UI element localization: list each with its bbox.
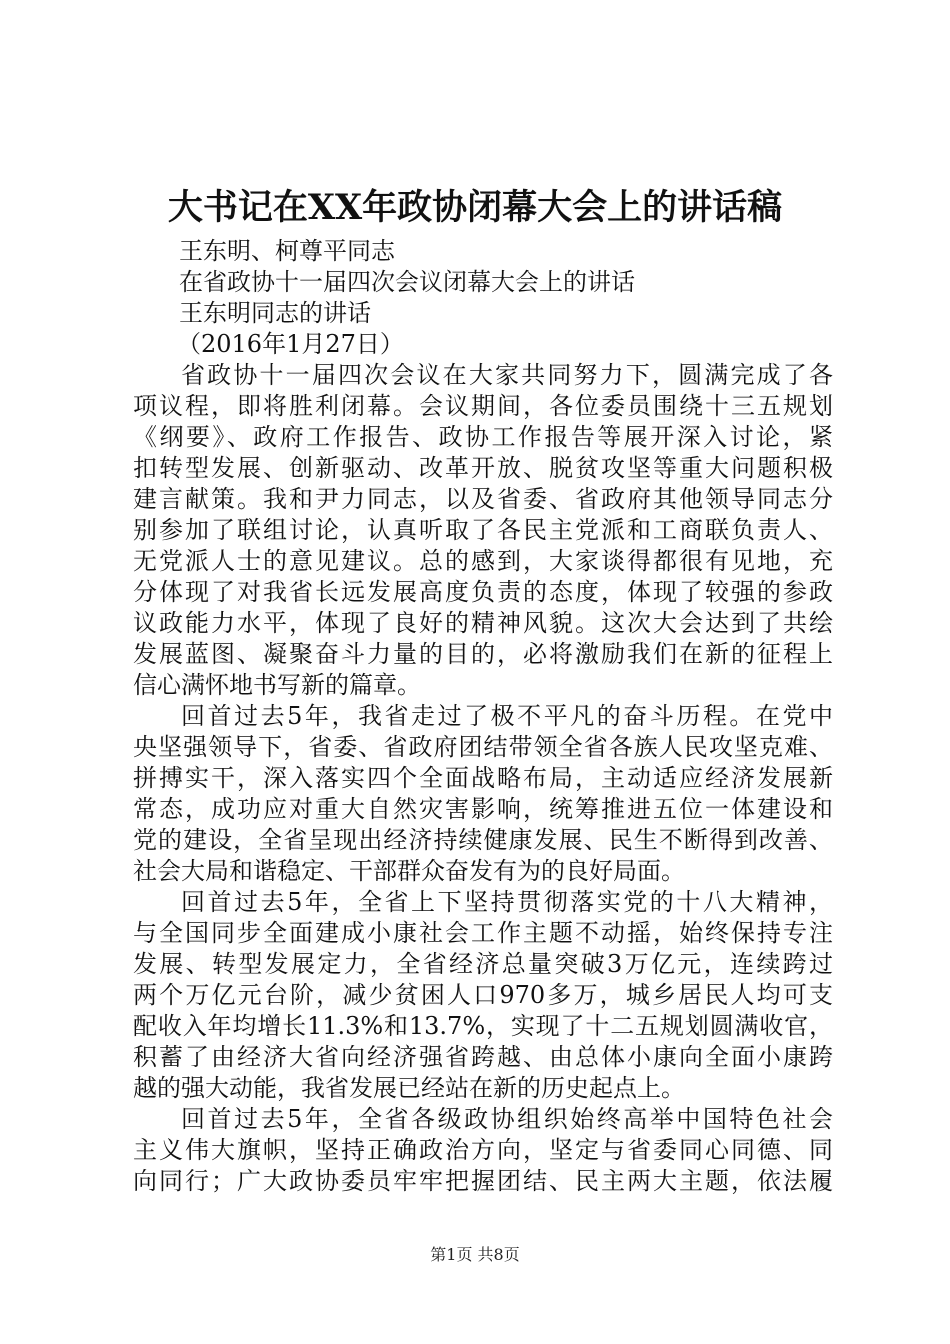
paragraph-line: 回首过去5年，全省各级政协组织始终高举中国特色社会 <box>181 1105 833 1133</box>
paragraph-4 <box>133 1104 833 1197</box>
paragraph-line: 省政协十一届四次会议在大家共同努力下，圆满完成了各 <box>181 361 833 389</box>
paragraph-line: 无党派人士的意见建议。总的感到，大家谈得都很有见地，充 <box>133 547 833 575</box>
header-line-occasion: 在省政协十一届四次会议闭幕大会上的讲话 <box>179 268 635 296</box>
paragraph-line: 党的建设，全省呈现出经济持续健康发展、民生不断得到改善、 <box>133 826 833 854</box>
paragraph-line: 发展蓝图、凝聚奋斗力量的目的，必将激励我们在新的征程上 <box>133 640 833 668</box>
paragraph-line: 回首过去5年，我省走过了极不平凡的奋斗历程。在党中 <box>181 702 833 730</box>
paragraph-line: 主义伟大旗帜，坚持正确政治方向，坚定与省委同心同德、同 <box>133 1136 833 1164</box>
paragraph-line: 与全国同步全面建成小康社会工作主题不动摇，始终保持专注 <box>133 919 833 947</box>
paragraph-2 <box>133 701 833 887</box>
paragraph-line: 积蓄了由经济大省向经济强省跨越、由总体小康向全面小康跨 <box>133 1043 833 1071</box>
document-body <box>133 236 833 1197</box>
page-number-footer: 第1页 共8页 <box>430 1245 520 1264</box>
paragraph-line: 越的强大动能，我省发展已经站在新的历史起点上。 <box>133 1074 685 1102</box>
paragraph-line: 别参加了联组讨论，认真听取了各民主党派和工商联负责人、 <box>133 516 833 544</box>
date-line: （2016年1月27日） <box>177 330 404 358</box>
paragraph-1 <box>133 360 833 701</box>
paragraph-line: 常态，成功应对重大自然灾害影响，统筹推进五位一体建设和 <box>133 795 833 823</box>
paragraph-line: 发展、转型发展定力，全省经济总量突破3万亿元，连续跨过 <box>133 950 833 978</box>
paragraph-line: 《纲要》、政府工作报告、政协工作报告等展开深入讨论，紧 <box>133 423 833 451</box>
paragraph-line: 分体现了对我省长远发展高度负责的态度，体现了较强的参政 <box>133 578 833 606</box>
paragraph-line: 社会大局和谐稳定、干部群众奋发有为的良好局面。 <box>133 857 685 885</box>
paragraph-line: 配收入年均增长11.3%和13.7%，实现了十二五规划圆满收官， <box>133 1012 833 1040</box>
paragraph-line: 回首过去5年，全省上下坚持贯彻落实党的十八大精神， <box>181 888 833 916</box>
paragraph-line: 两个万亿元台阶，减少贫困人口970多万，城乡居民人均可支 <box>133 981 833 1009</box>
paragraph-line: 信心满怀地书写新的篇章。 <box>133 671 421 699</box>
document-title: 大书记在XX年政协闭幕大会上的讲话稿 <box>167 187 783 228</box>
paragraph-line: 议政能力水平，体现了良好的精神风貌。这次大会达到了共绘 <box>133 609 833 637</box>
paragraph-line: 向同行；广大政协委员牢牢把握团结、民主两大主题，依法履 <box>133 1167 833 1195</box>
paragraph-line: 扣转型发展、创新驱动、改革开放、脱贫攻坚等重大问题积极 <box>133 454 833 482</box>
paragraph-line: 项议程，即将胜利闭幕。会议期间，各位委员围绕十三五规划 <box>133 392 833 420</box>
paragraph-3 <box>133 887 833 1104</box>
paragraph-line: 央坚强领导下，省委、省政府团结带领全省各族人民攻坚克难、 <box>133 733 833 761</box>
header-line-speaker: 王东明同志的讲话 <box>179 299 371 327</box>
header-line-recipients: 王东明、柯尊平同志 <box>179 237 395 265</box>
paragraph-line: 拼搏实干，深入落实四个全面战略布局，主动适应经济发展新 <box>133 764 833 792</box>
paragraph-line: 建言献策。我和尹力同志，以及省委、省政府其他领导同志分 <box>133 485 833 513</box>
